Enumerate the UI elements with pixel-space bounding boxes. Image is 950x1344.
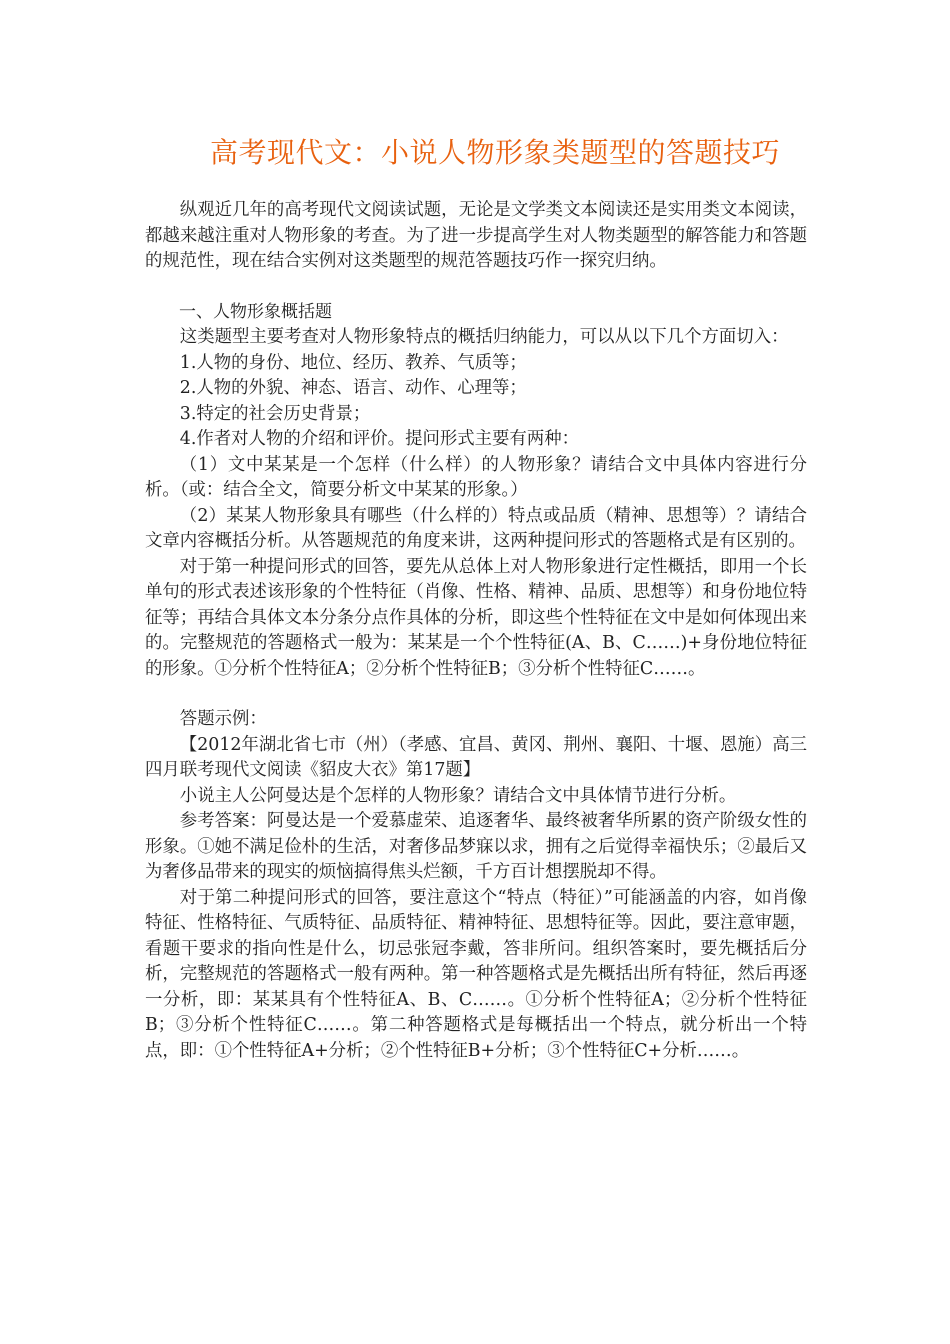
example-question: 小说主人公阿曼达是个怎样的人物形象？请结合文中具体情节进行分析。 bbox=[179, 785, 737, 806]
document-body bbox=[145, 198, 807, 1064]
question-form-paragraph: （1）文中某某是一个怎样（什么样）的人物形象？请结合文中具体内容进行分析。（或：结合全文，简要分析文中某某的形象。） bbox=[145, 454, 807, 500]
list-item: 1.人物的身份、地位、经历、教养、气质等； bbox=[179, 352, 527, 373]
section-heading: 一、人物形象概括题 bbox=[179, 301, 332, 322]
list-item: 4.作者对人物的介绍和评价。提问形式主要有两种： bbox=[179, 429, 579, 449]
list-item: 3.特定的社会历史背景； bbox=[179, 403, 371, 424]
document-title: 高考现代文：小说人物形象类题型的答题技巧 bbox=[209, 136, 780, 169]
example-label: 答题示例： bbox=[179, 709, 267, 729]
example-source: 【2012年湖北省七市（州）（孝感、宜昌、黄冈、荆州、襄阳、十堰、恩施）高三四月联考现代文阅读《貂皮大衣》第17题】 bbox=[145, 734, 807, 780]
example-answer: 参考答案：阿曼达是一个爱慕虚荣、追逐奢华、最终被奢华所累的资产阶级女性的形象。①她不满足俭朴的生活，对奢侈品梦寐以求，拥有之后觉得幸福快乐；②最后又为奢侈品带来的现实的烦恼搞得焦头烂额，千方百计想摆脱却不得。 bbox=[145, 811, 807, 882]
intro-paragraph: 纵观近几年的高考现代文阅读试题，无论是文学类文本阅读还是实用类文本阅读，都越来越注重对人物形象的考查。为了进一步提高学生对人物类题型的解答能力和答题的规范性，现在结合实例对这类题型的规范答题技巧作一探究归纳。 bbox=[145, 200, 807, 271]
question-form-paragraph: （2）某某人物形象具有哪些（什么样的）特点或品质（精神、思想等）？请结合文章内容概括分析。从答题规范的角度来讲，这两种提问形式的答题格式是有区别的。 bbox=[145, 505, 807, 551]
body-paragraph: 对于第二种提问形式的回答，要注意这个“特点（特征）”可能涵盖的内容，如肖像特征、性格特征、气质特征、品质特征、精神特征、思想特征等。因此，要注意审题，看题干要求的指向性是什么，切忌张冠李戴，答非所问。组织答案时，要先概括后分析，完整规范的答题格式一般有两种。第一种答题格式是先概括出所有特征，然后再逐一分析，即：某某具有个性特征A、B、C……。①分析个性特征A；②分析个性特征B；③分析个性特征C……。第二种答题格式是每概括出一个特点，就分析出一个特点，即：①个性特征A+分析；②个性特征B+分析；③个性特征C+分析……。 bbox=[145, 887, 807, 1061]
body-paragraph: 对于第一种提问形式的回答，要先从总体上对人物形象进行定性概括，即用一个长单句的形式表述该形象的个性特征（肖像、性格、精神、品质、思想等）和身份地位特征等；再结合具体文本分条分点作具体的分析，即这些个性特征在文中是如何体现出来的。完整规范的答题格式一般为：某某是一个个性特征(A、B、C……)+身份地位特征的形象。①分析个性特征A；②分析个性特征B；③分析个性特征C……。 bbox=[145, 556, 807, 679]
list-item: 2.人物的外貌、神态、语言、动作、心理等； bbox=[179, 378, 527, 398]
body-paragraph: 这类题型主要考查对人物形象特点的概括归纳能力，可以从以下几个方面切入： bbox=[179, 327, 789, 347]
